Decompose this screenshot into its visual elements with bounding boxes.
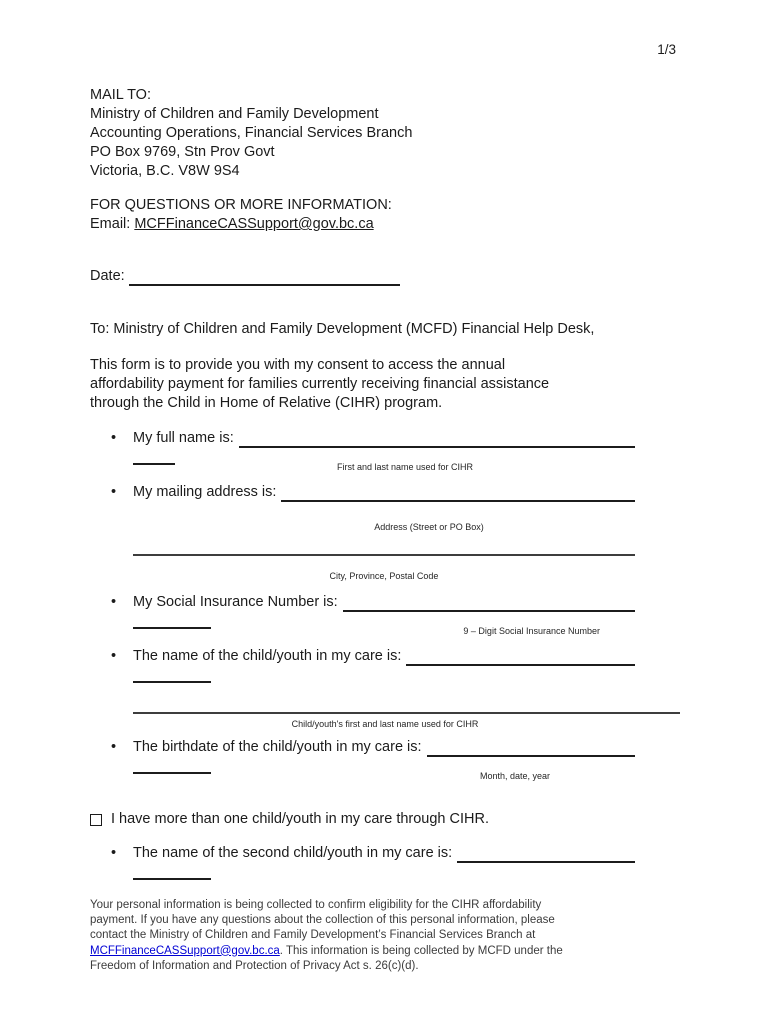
child-name-input-line-continued[interactable] [133, 673, 211, 683]
more-children-checkbox[interactable] [90, 814, 102, 826]
second-child-input-line-continued[interactable] [133, 870, 211, 880]
mail-to-line: Ministry of Children and Family Development [90, 106, 379, 122]
privacy-line: Freedom of Information and Protection of Privacy Act s. 26(c)(d). [90, 959, 419, 972]
to-line: To: Ministry of Children and Family Development (MCFD) Financial Help Desk, [90, 321, 595, 337]
bullet-icon: • [111, 845, 117, 861]
field-sin [90, 593, 635, 637]
child-birthdate-input-line-continued[interactable] [133, 764, 211, 774]
child-name-full-input-line[interactable] [133, 712, 680, 714]
full-name-caption: First and last name used for CIHR [336, 462, 474, 472]
street-address-input-line[interactable] [281, 487, 635, 502]
child-birthdate-caption: Month, date, year [479, 771, 550, 781]
bullet-icon: • [111, 739, 117, 755]
page-number: 1/3 [657, 42, 676, 57]
field-child-birthdate [90, 738, 635, 782]
privacy-email-link[interactable]: MCFFinanceCASSupport@gov.bc.ca [90, 944, 280, 957]
more-children-label: I have more than one child/youth in my care through CIHR. [111, 811, 489, 827]
child-name-label: The name of the child/youth in my care is: [133, 648, 402, 664]
sin-input-line[interactable] [343, 597, 635, 612]
email-link[interactable]: MCFFinanceCASSupport@gov.bc.ca [134, 216, 374, 232]
date-input-line[interactable] [129, 271, 400, 286]
mail-to-line: Victoria, B.C. V8W 9S4 [90, 163, 240, 179]
privacy-line [90, 944, 682, 959]
mail-to-heading: MAIL TO: [90, 87, 151, 103]
street-address-caption: Address (Street or PO Box) [374, 522, 484, 532]
privacy-line: payment. If you have any questions about the collection of this personal information, please [90, 914, 555, 927]
field-child-name [90, 647, 635, 730]
privacy-line: contact the Ministry of Children and Family Development’s Financial Services Branch at [90, 929, 536, 942]
intro-paragraph [90, 356, 670, 413]
intro-line: through the Child in Home of Relative (CIHR) program. [90, 395, 443, 411]
child-birthdate-input-line[interactable] [427, 742, 635, 757]
email-row [90, 215, 392, 234]
bullet-icon: • [111, 430, 117, 446]
full-name-label: My full name is: [133, 430, 234, 446]
intro-line: affordability payment for families currently receiving financial assistance [90, 376, 550, 392]
mail-to-line: PO Box 9769, Stn Prov Govt [90, 144, 275, 160]
sin-label: My Social Insurance Number is: [133, 594, 338, 610]
field-mailing-address [90, 483, 635, 582]
mail-to-block [90, 86, 412, 181]
second-child-label: The name of the second child/youth in my care is: [133, 845, 453, 861]
mailing-address-label: My mailing address is: [133, 484, 277, 500]
privacy-line: Your personal information is being collected to confirm eligibility for the CIHR affordability [90, 899, 542, 911]
bullet-icon: • [111, 594, 117, 610]
child-name-caption: Child/youth's first and last name used for CIHR [291, 719, 479, 729]
privacy-notice [90, 898, 682, 974]
city-province-input-line[interactable] [133, 554, 635, 556]
field-full-name [90, 429, 635, 473]
sin-input-line-continued[interactable] [133, 619, 211, 629]
email-label: Email: [90, 216, 131, 232]
child-name-input-line[interactable] [406, 651, 635, 666]
city-province-caption: City, Province, Postal Code [329, 571, 439, 581]
full-name-input-line-continued[interactable] [133, 455, 175, 465]
sin-caption: 9 – Digit Social Insurance Number [463, 626, 600, 636]
bullet-icon: • [111, 484, 117, 500]
date-row [90, 267, 400, 286]
mail-to-line: Accounting Operations, Financial Services Branch [90, 125, 413, 141]
questions-heading: FOR QUESTIONS OR MORE INFORMATION: [90, 197, 392, 213]
questions-block [90, 196, 392, 234]
bullet-icon: • [111, 648, 117, 664]
date-label: Date: [90, 268, 125, 284]
privacy-line-rest: . This information is being collected by MCFD under the [279, 944, 563, 957]
field-second-child [90, 844, 635, 880]
child-birthdate-label: The birthdate of the child/youth in my care is: [133, 739, 422, 755]
full-name-input-line[interactable] [239, 433, 635, 448]
more-children-row [90, 810, 489, 829]
second-child-input-line[interactable] [457, 848, 635, 863]
intro-line: This form is to provide you with my consent to access the annual [90, 357, 506, 373]
